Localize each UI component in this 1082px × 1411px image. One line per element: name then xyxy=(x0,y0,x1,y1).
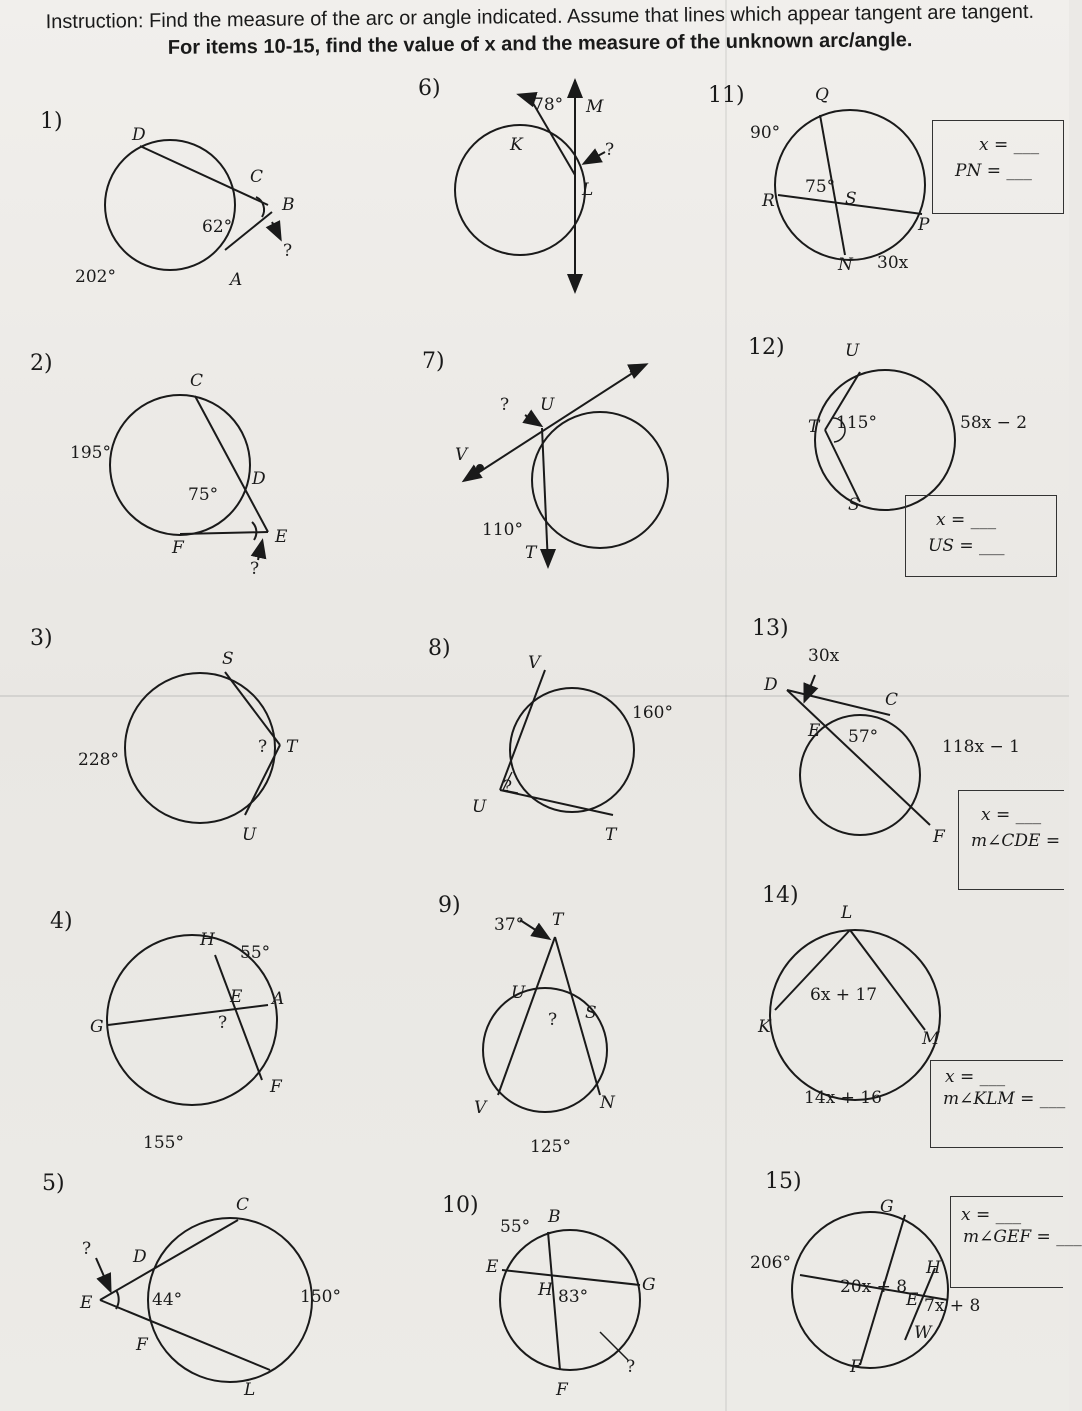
problem-8-figure xyxy=(500,670,634,815)
label-p4-F: F xyxy=(270,1077,282,1097)
label-p10-angle: 83° xyxy=(558,1287,589,1307)
label-p3-T: T xyxy=(286,737,298,757)
item-1-number: 1) xyxy=(40,109,63,134)
label-p1-unknown: ? xyxy=(283,241,293,261)
label-p14-L: L xyxy=(841,903,853,923)
label-p7-T: T xyxy=(525,543,537,563)
answer-box-12[interactable] xyxy=(905,495,1057,577)
item-10-number: 10) xyxy=(442,1193,479,1218)
label-p9-unknown: ? xyxy=(548,1010,558,1030)
label-p10-arc1: 55° xyxy=(500,1217,531,1237)
label-p2-C: C xyxy=(190,371,204,391)
label-p9-N: N xyxy=(600,1093,615,1113)
problem-2-figure xyxy=(110,395,268,560)
label-p11-angle: 75° xyxy=(805,177,836,197)
label-p8-unknown: ? xyxy=(503,777,513,797)
label-p6-M: M xyxy=(586,97,604,117)
label-p14-M: M xyxy=(922,1029,940,1049)
label-p15-arc: 206° xyxy=(750,1253,791,1273)
label-p6-arc: 78° xyxy=(533,95,564,115)
label-p13-C: C xyxy=(885,690,899,710)
label-p2-angle: 75° xyxy=(188,485,219,505)
label-p6-unknown: ? xyxy=(605,140,615,160)
answer-12-x: x = ___ xyxy=(936,510,997,530)
label-p10-H: H xyxy=(538,1280,553,1300)
label-p9-T: T xyxy=(552,910,564,930)
item-9-number: 9) xyxy=(438,893,461,918)
label-p1-angle: 62° xyxy=(202,217,233,237)
label-p6-K: K xyxy=(510,135,523,155)
label-p13-F: F xyxy=(933,827,945,847)
label-p12-T: T xyxy=(808,417,820,437)
problem-numbers xyxy=(30,76,802,1218)
label-p3-arc: 228° xyxy=(78,750,119,770)
label-p4-arc2: 155° xyxy=(143,1133,184,1153)
answer-11-arc: PN = ___ xyxy=(955,161,1032,181)
answer-box-14[interactable] xyxy=(930,1060,1066,1148)
item-11-number: 11) xyxy=(708,83,745,108)
answer-14-angle: m∠KLM = ___ xyxy=(943,1089,1066,1109)
label-p12-S: S xyxy=(848,495,860,515)
label-p13-expr: 30x xyxy=(808,646,840,666)
label-p7-arc: 110° xyxy=(482,520,523,540)
label-p4-G: G xyxy=(90,1017,104,1037)
problem-13-figure xyxy=(787,675,930,835)
label-p9-angle: 37° xyxy=(494,915,525,935)
label-p1-arc: 202° xyxy=(75,267,116,287)
label-p5-unknown: ? xyxy=(82,1239,92,1259)
label-p10-E: E xyxy=(486,1257,499,1277)
label-p5-D: D xyxy=(133,1247,147,1267)
problem-12-figure xyxy=(815,370,955,510)
label-p10-B: B xyxy=(548,1207,561,1227)
label-p5-C: C xyxy=(236,1195,250,1215)
label-p2-D: D xyxy=(252,469,266,489)
label-p12-U: U xyxy=(845,341,860,361)
label-p7-V: V xyxy=(455,445,468,465)
label-p2-arc: 195° xyxy=(70,443,111,463)
label-p13-arc1: 57° xyxy=(848,727,879,747)
item-12-number: 12) xyxy=(748,335,785,360)
label-p4-arc1: 55° xyxy=(240,943,271,963)
instruction-line-1: Instruction: Find the measure of the arc or angle indicated. Assume that lines which appear tangent are tangent. xyxy=(45,0,1035,34)
label-p2-unknown: ? xyxy=(250,559,260,579)
answer-13-x: x = ___ xyxy=(981,805,1042,825)
answer-14-x: x = ___ xyxy=(945,1067,1006,1087)
label-p2-E: E xyxy=(275,527,288,547)
item-5-number: 5) xyxy=(42,1171,65,1196)
label-p15-H: H xyxy=(926,1258,941,1278)
problem-3-figure xyxy=(125,672,280,823)
label-p15-expr2: 7x + 8 xyxy=(924,1296,981,1316)
label-p14-K: K xyxy=(758,1017,771,1037)
problem-1-figure xyxy=(105,140,280,270)
answer-13-angle: m∠CDE = xyxy=(971,831,1061,851)
problem-14-figure xyxy=(770,930,940,1100)
label-p3-U: U xyxy=(242,825,257,845)
label-p15-expr1: 20x + 8 xyxy=(840,1277,908,1297)
item-4-number: 4) xyxy=(50,909,73,934)
answer-box-13[interactable] xyxy=(958,790,1064,890)
label-p11-Q: Q xyxy=(815,85,829,105)
label-p15-W: W xyxy=(914,1323,932,1343)
label-p8-V: V xyxy=(528,653,541,673)
item-2-number: 2) xyxy=(30,351,53,376)
label-p6-L: L xyxy=(582,180,594,200)
label-p15-E: E xyxy=(906,1290,919,1310)
label-p5-F: F xyxy=(136,1335,148,1355)
label-p5-L: L xyxy=(244,1380,256,1400)
label-p15-F: F xyxy=(850,1357,862,1377)
label-p9-V: V xyxy=(474,1098,487,1118)
label-p12-angle: 115° xyxy=(836,413,877,433)
label-p10-G: G xyxy=(642,1275,656,1295)
item-14-number: 14) xyxy=(762,883,799,908)
figure-labels xyxy=(70,85,1027,1400)
label-p13-D: D xyxy=(764,675,778,695)
label-p9-arc: 125° xyxy=(530,1137,571,1157)
problem-11-figure xyxy=(775,110,925,260)
label-p15-G: G xyxy=(880,1197,894,1217)
label-p13-arc2: 118x − 1 xyxy=(942,737,1020,757)
label-p10-F: F xyxy=(556,1380,568,1400)
label-p8-U: U xyxy=(472,797,487,817)
label-p11-arc1: 90° xyxy=(750,123,781,143)
instruction-line-2: For items 10-15, find the value of x and the measure of the unknown arc/angle. xyxy=(167,29,913,59)
label-p12-arc: 58x − 2 xyxy=(960,413,1028,433)
label-p1-A: A xyxy=(230,270,243,290)
label-p10-unknown: ? xyxy=(626,1357,636,1377)
label-p8-arc: 160° xyxy=(632,703,673,723)
label-p11-P: P xyxy=(918,215,930,235)
label-p2-F: F xyxy=(172,538,184,558)
label-p11-R: R xyxy=(762,191,775,211)
label-p14-expr1: 6x + 17 xyxy=(810,985,878,1005)
answer-box-11[interactable] xyxy=(932,120,1064,214)
label-p1-C: C xyxy=(250,167,264,187)
label-p4-H: H xyxy=(200,930,215,950)
label-p4-unknown: ? xyxy=(218,1013,228,1033)
label-p14-expr2: 14x + 16 xyxy=(804,1088,882,1108)
label-p5-E: E xyxy=(80,1293,93,1313)
answer-12-arc: US = ___ xyxy=(928,536,1005,556)
label-p11-arc2: 30x xyxy=(877,253,909,273)
item-6-number: 6) xyxy=(418,76,441,101)
label-p11-S: S xyxy=(845,189,857,209)
item-15-number: 15) xyxy=(765,1169,802,1194)
label-p4-A: A xyxy=(272,989,285,1009)
label-p3-unknown: ? xyxy=(258,737,268,757)
label-p7-U: U xyxy=(540,395,555,415)
label-p4-E: E xyxy=(230,987,243,1007)
label-p5-angle: 44° xyxy=(152,1290,183,1310)
item-13-number: 13) xyxy=(752,616,789,641)
problem-5-figure xyxy=(96,1218,312,1382)
item-7-number: 7) xyxy=(422,349,445,374)
answer-box-15[interactable] xyxy=(950,1196,1082,1288)
label-p5-arc: 150° xyxy=(300,1287,341,1307)
item-8-number: 8) xyxy=(428,636,451,661)
label-p1-D: D xyxy=(132,125,146,145)
label-p7-unknown: ? xyxy=(500,395,510,415)
label-p13-E: E xyxy=(808,721,821,741)
label-p11-N: N xyxy=(838,255,853,275)
label-p3-S: S xyxy=(222,649,234,669)
label-p1-B: B xyxy=(282,195,295,215)
answer-15-angle: m∠GEF = ___ xyxy=(963,1227,1082,1247)
answer-11-x: x = ___ xyxy=(979,135,1040,155)
item-3-number: 3) xyxy=(30,626,53,651)
label-p9-S: S xyxy=(585,1003,597,1023)
label-p9-U: U xyxy=(511,983,526,1003)
label-p8-T: T xyxy=(605,825,617,845)
answer-15-x: x = ___ xyxy=(961,1205,1022,1225)
